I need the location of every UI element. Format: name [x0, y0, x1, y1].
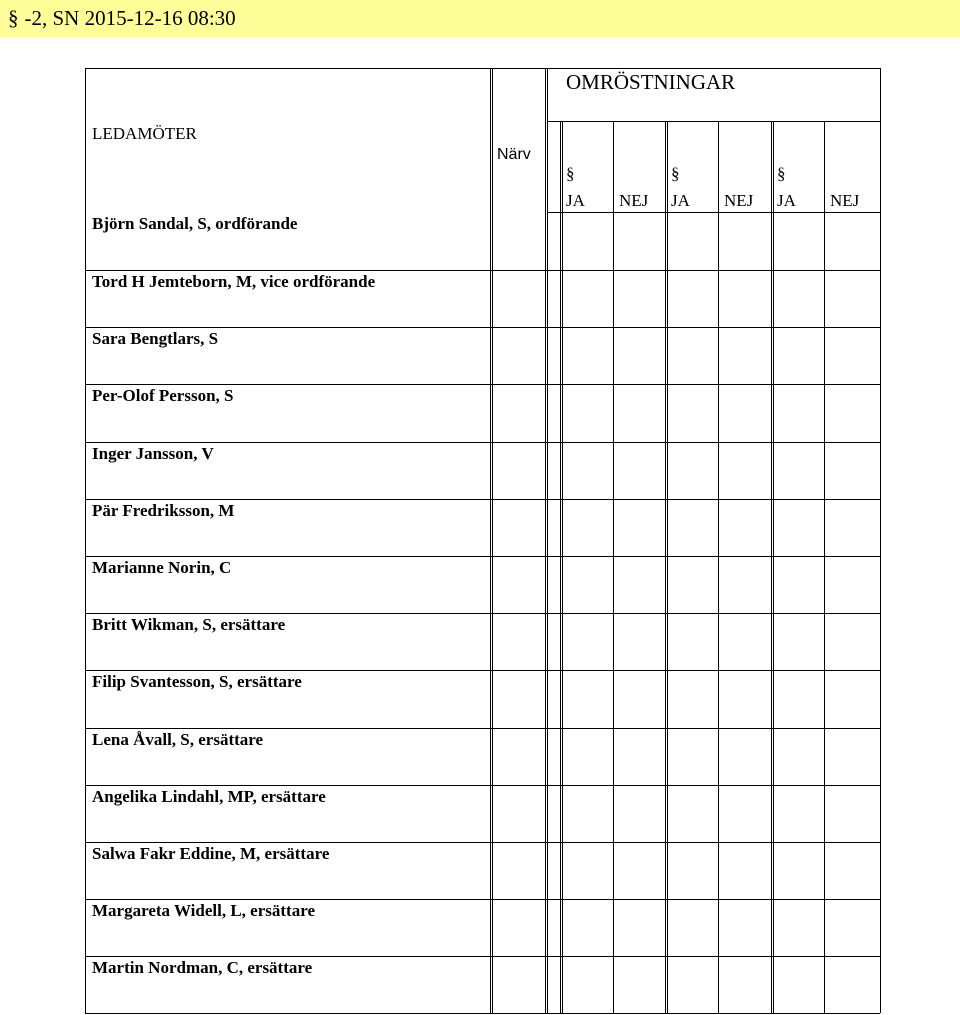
member-name: Per-Olof Persson, S	[92, 386, 234, 406]
attendance-cell	[493, 614, 544, 669]
row-divider	[85, 442, 880, 443]
member-name: Marianne Norin, C	[92, 558, 232, 577]
member-name: Sara Bengtlars, S	[92, 329, 219, 349]
vote-group-2-rule	[665, 121, 666, 1013]
vote-group-2-mark: §	[671, 164, 680, 183]
row-divider	[85, 899, 880, 900]
attendance-cell	[493, 443, 544, 498]
vote-ja-nej-divider-2	[718, 121, 719, 1013]
attendance-column-rule-inner	[547, 68, 548, 1013]
table-bottom-border	[85, 1013, 880, 1014]
vote-group-2-ja-label: JA	[671, 191, 690, 210]
attendance-cell	[493, 957, 544, 1012]
attendance-cell	[493, 900, 544, 955]
vote-group-1-rule	[560, 121, 561, 1013]
votes-header-rule	[547, 121, 880, 122]
member-name: Inger Jansson, V	[92, 443, 214, 463]
row-divider	[85, 785, 880, 786]
row-divider	[85, 670, 880, 671]
vote-group-3-rule	[771, 121, 772, 1013]
table-left-border	[85, 68, 86, 1013]
attendance-cell	[493, 843, 544, 898]
member-name: Tord H Jemteborn, M, vice ordförande	[92, 272, 376, 291]
header-text	[8, 6, 236, 31]
vote-group-1-ja-label: JA	[566, 191, 585, 210]
row-divider	[85, 327, 880, 328]
member-name: Margareta Widell, L, ersättare	[92, 901, 315, 921]
votes-heading: OMRÖSTNINGAR	[566, 70, 736, 94]
attendance-cell	[493, 557, 544, 612]
row-divider	[85, 384, 880, 385]
vote-group-1-nej-label: NEJ	[619, 191, 649, 210]
member-name: Angelika Lindahl, MP, ersättare	[92, 786, 326, 806]
name-column-rule	[490, 68, 491, 1013]
header-date: -2, SN 2015-12-16 08:30	[24, 6, 236, 30]
vote-group-3-mark: §	[777, 164, 786, 183]
table-right-border	[880, 68, 881, 1013]
table-top-border	[85, 68, 880, 69]
vote-group-2-nej-label: NEJ	[724, 191, 754, 210]
attendance-cell	[493, 729, 544, 784]
section-mark: §	[8, 6, 19, 30]
member-name: Salwa Fakr Eddine, M, ersättare	[92, 844, 330, 863]
vote-ja-nej-divider-1	[613, 121, 614, 1013]
attendance-cell	[493, 500, 544, 555]
row-divider	[85, 499, 880, 500]
attendance-cell	[493, 271, 544, 326]
vote-ja-nej-divider-3	[824, 121, 825, 1013]
row-divider	[85, 613, 880, 614]
vote-group-3-nej-label: NEJ	[830, 191, 860, 210]
attendance-cell	[493, 786, 544, 841]
row-divider	[85, 270, 880, 271]
row-divider	[85, 728, 880, 729]
member-name: Lena Åvall, S, ersättare	[92, 729, 264, 749]
vote-group-3-rule-inner	[773, 121, 774, 1013]
member-name: Filip Svantesson, S, ersättare	[92, 672, 302, 692]
attendance-cell	[493, 385, 544, 440]
member-name: Pär Fredriksson, M	[92, 500, 235, 520]
vote-group-1-mark: §	[566, 164, 575, 183]
attendance-cell	[493, 671, 544, 726]
document-header	[0, 0, 960, 37]
row-divider	[85, 956, 880, 957]
attendance-cell	[493, 328, 544, 383]
member-name: Björn Sandal, S, ordförande	[92, 214, 298, 233]
vote-group-2-rule-inner	[667, 121, 668, 1013]
vote-group-3-ja-label: JA	[777, 191, 796, 210]
attendance-heading: Närv	[497, 146, 531, 163]
member-name: Britt Wikman, S, ersättare	[92, 615, 286, 635]
attendance-column-rule	[545, 68, 546, 1013]
vote-group-1-rule-inner	[562, 121, 563, 1013]
vote-subheader-bottom-rule	[547, 212, 880, 213]
member-name: Martin Nordman, C, ersättare	[92, 958, 313, 978]
row-divider	[85, 556, 880, 557]
row-divider	[85, 842, 880, 843]
members-heading: LEDAMÖTER	[92, 124, 197, 143]
